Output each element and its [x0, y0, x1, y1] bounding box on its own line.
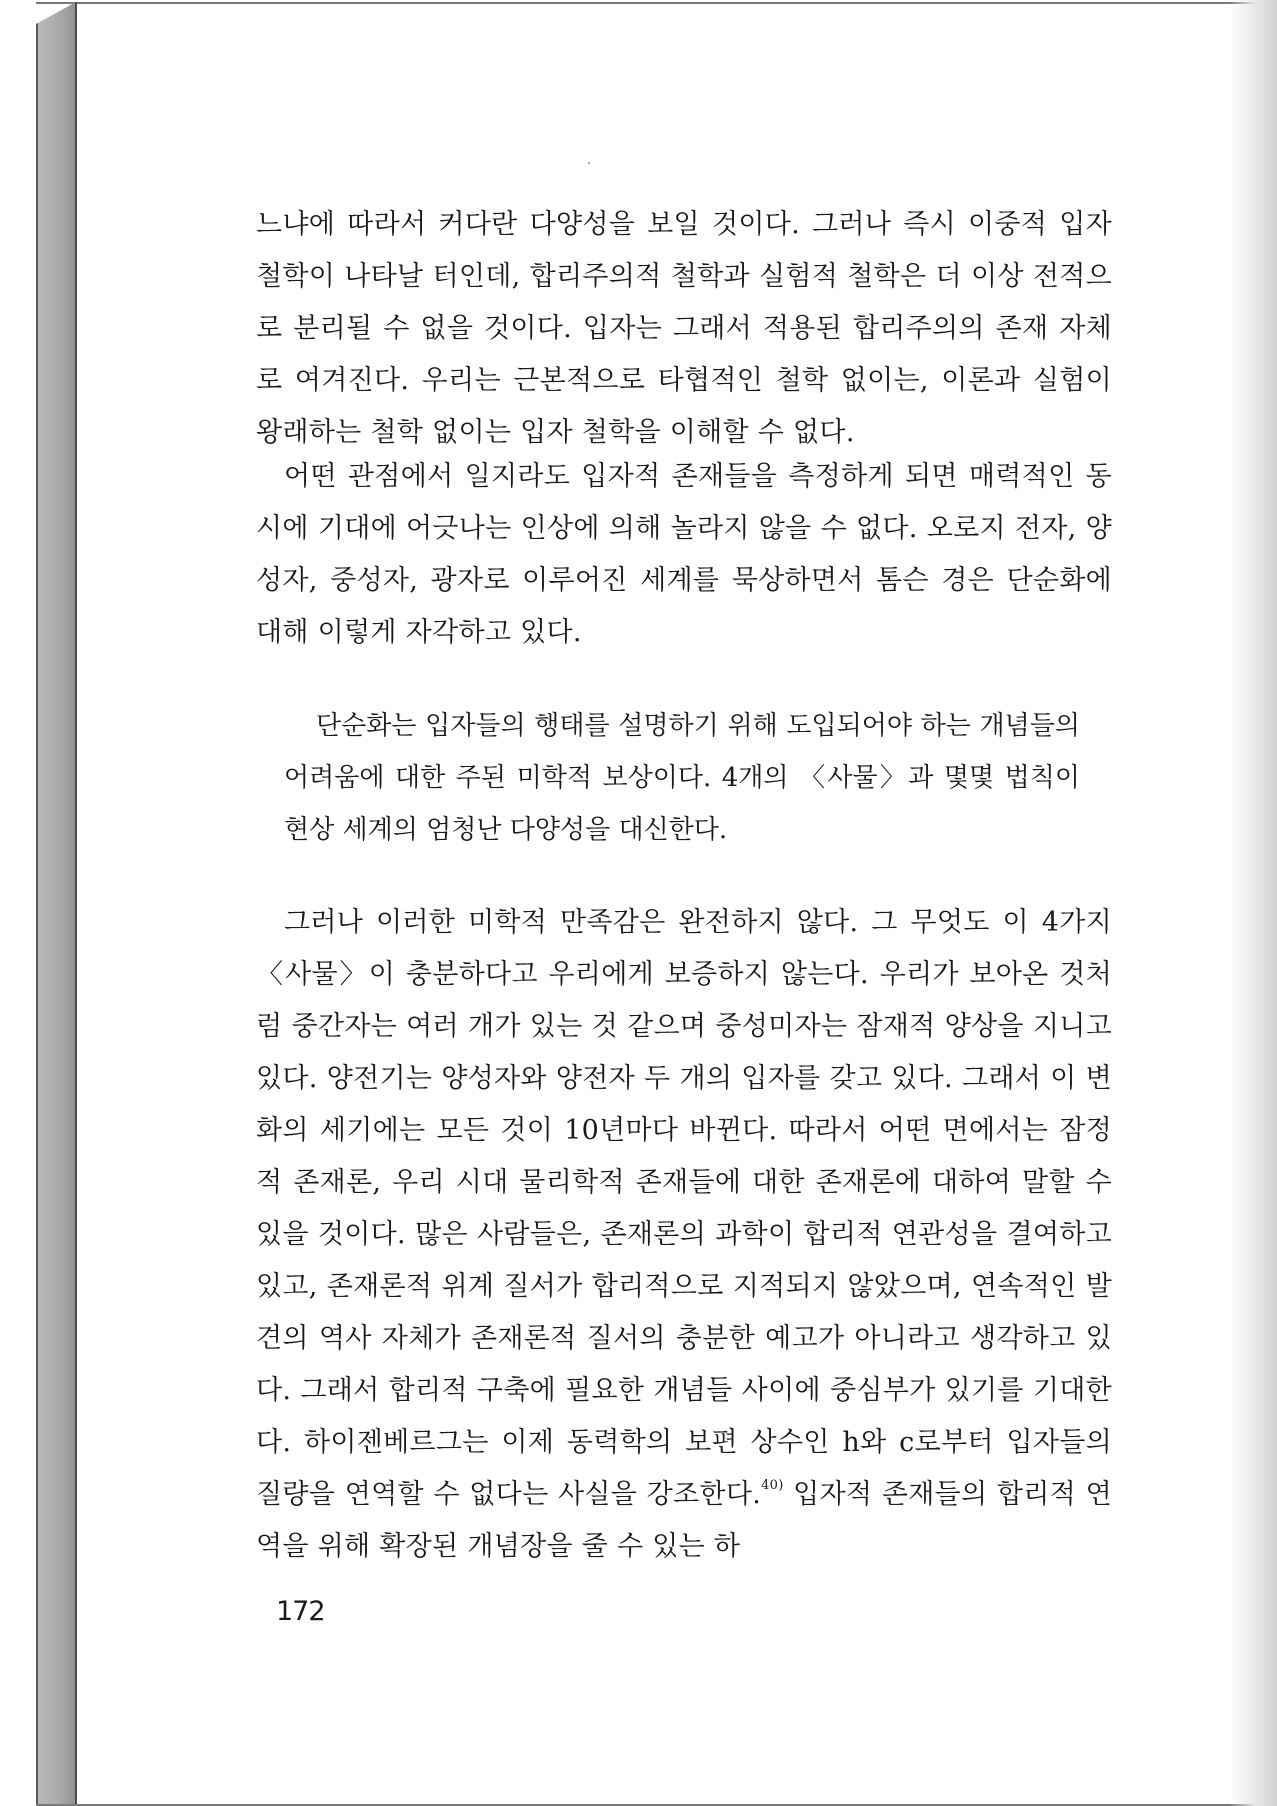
page-number: 172	[276, 1596, 325, 1627]
block-quote: 단순화는 입자들의 행태를 설명하기 위해 도입되어야 하는 개념들의 어려움에 대한 주된 미학적 보상이다. 4개의 〈사물〉과 몇몇 법칙이 현상 세계의 엄청난 다양성을 대신한다.	[284, 711, 1080, 845]
spine-edge-line	[75, 2, 77, 1804]
paragraph-2: 어떤 관점에서 일지라도 입자적 존재들을 측정하게 되면 매력적인 동시에 기대에 어긋나는 인상에 의해 놀라지 않을 수 없다. 오로지 전자, 양성자, 중성자, 광자로 이루어진 세계를 묵상하면서 톰슨 경은 단순화에 대해 이렇게 자각하고 있다.	[256, 461, 1112, 648]
paragraph-3	[256, 897, 1112, 1573]
paragraph-1: 느냐에 따라서 커다란 다양성을 보일 것이다. 그러나 즉시 이중적 입자 철학이 나타날 터인데, 합리주의적 철학과 실험적 철학은 더 이상 전적으로 분리될 수 없을 것이다. 입자는 그래서 적용된 합리주의의 존재 자체로 여겨진다. 우리는 근본적으로 타협적인 철학 없이는, 이론과 실험이 왕래하는 철학 없이는 입자 철학을 이해할 수 없다.	[256, 209, 1112, 448]
scan-speck	[588, 162, 590, 164]
paragraph-3-continuation: 입자적 존재들의 합리적 연역을 위해 확장된 개념장을 줄 수 있는 하	[256, 1479, 1112, 1562]
footnote-reference: 40)	[761, 1478, 784, 1493]
paragraph-3-text: 그러나 이러한 미학적 만족감은 완전하지 않다. 그 무엇도 이 4가지 〈사물〉이 충분하다고 우리에게 보증하지 않는다. 우리가 보아온 것처럼 중간자는 여러 개가 있는 것 같으며 중성미자는 잠재적 양상을 지니고 있다. 양전기는 양성자와 양전자 두 개의 입자를 갖고 있다. 그래서 이 변화의 세기에는 모든 것이 10년마다 바뀐다. 따라서 어떤 면에서는 잠정적 존재론, 우리 시대 물리학적 존재들에 대한 존재론에 대하여 말할 수 있을 것이다. 많은 사람들은, 존재론의 과학이 합리적 연관성을 결여하고 있고, 존재론적 위계 질서가 합리적으로 지적되지 않았으며, 연속적인 발견의 역사 자체가 존재론적 질서의 충분한 예고가 아니라고 생각하고 있다. 그래서 합리적 구축에 필요한 개념들 사이에 중심부가 있기를 기대한다. 하이젠베르그는 이제 동력학의 보편 상수인 h와 c로부터 입자들의 질량을 연역할 수 없다는 사실을 강조한다.	[256, 907, 1112, 1510]
book-spine	[36, 2, 78, 1804]
page-right-shadow	[1229, 0, 1277, 1806]
